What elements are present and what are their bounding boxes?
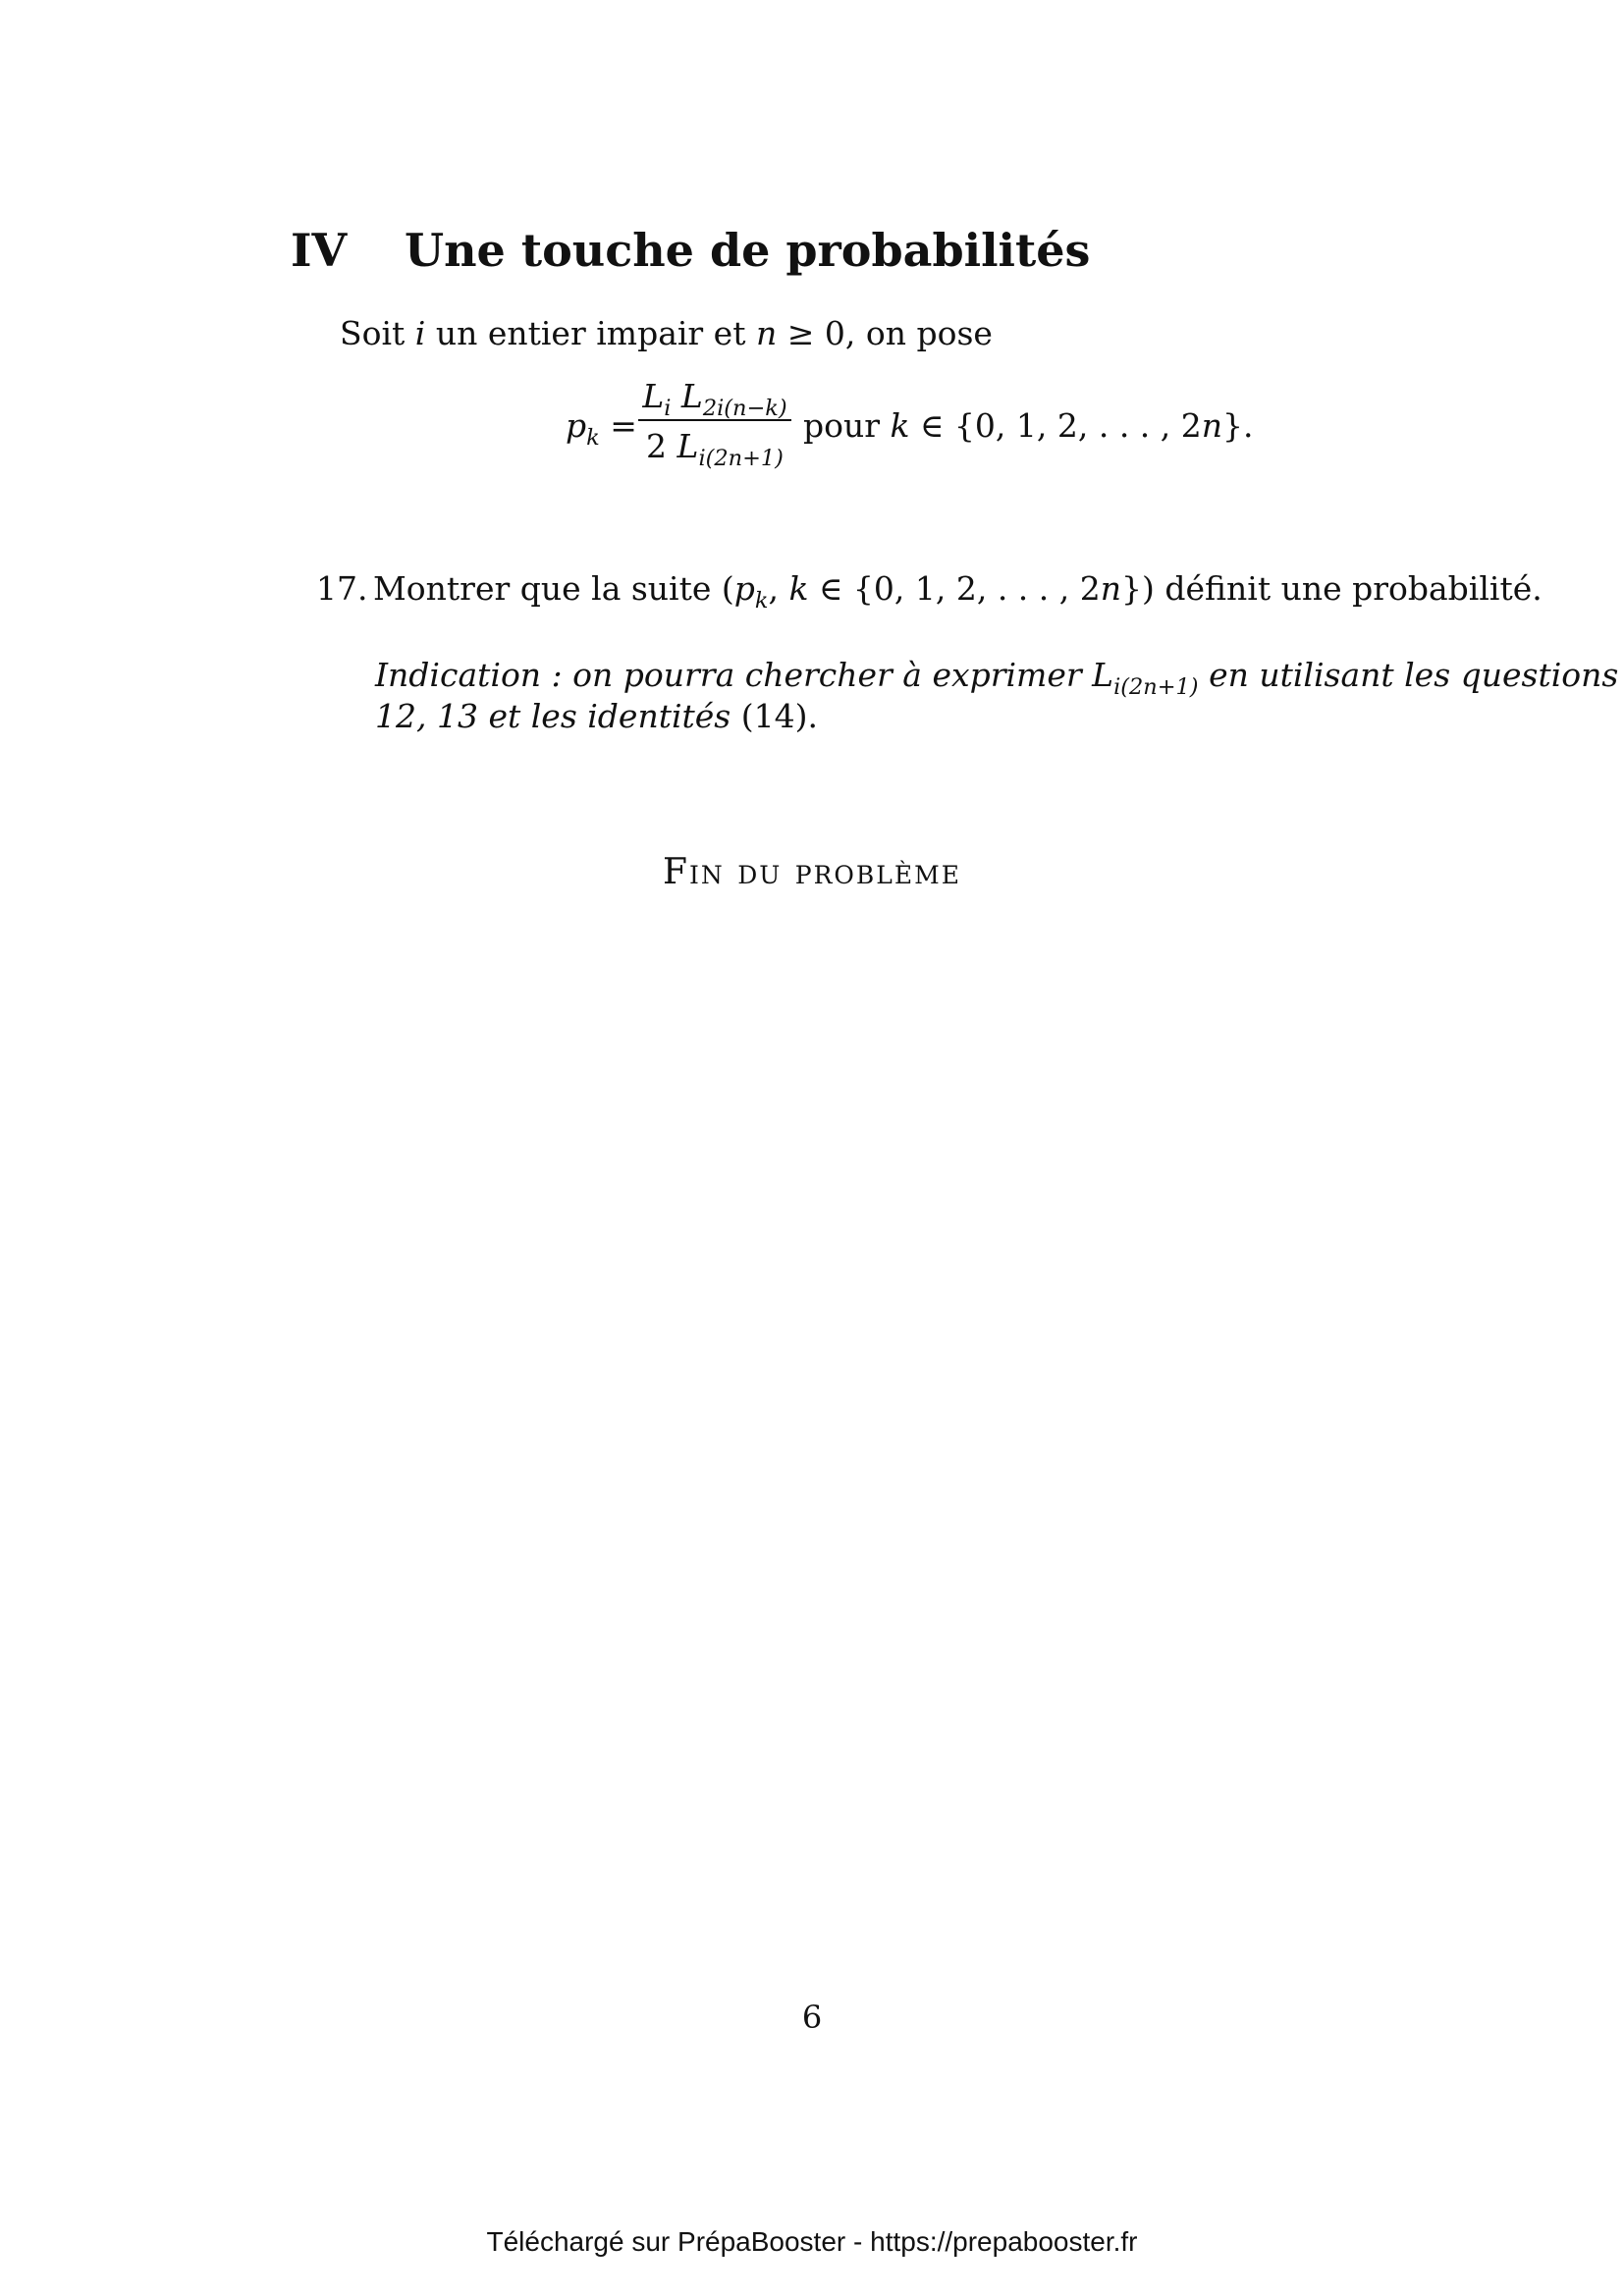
den-coef: 2	[646, 427, 677, 465]
num-L-2i-sub: 2i(n−k)	[702, 395, 787, 421]
intro-text-2: un entier impair et	[425, 314, 756, 352]
formula-lhs	[566, 406, 637, 451]
den-L-sub: i(2n+1)	[698, 445, 784, 471]
footer-download-note: Téléchargé sur PrépaBooster - https://prepabooster.fr	[486, 2226, 1138, 2257]
formula-equals: =	[599, 406, 637, 445]
intro-text-3: ≥ 0, on pose	[777, 314, 993, 352]
formula-rhs	[803, 406, 1254, 445]
q17-text-4: }) définit une probabilité.	[1121, 569, 1543, 608]
hint-L-sub: i(2n+1)	[1113, 673, 1199, 700]
intro-text-1: Soit	[340, 314, 415, 352]
num-L-i: L	[642, 377, 665, 415]
q17-k: k	[788, 569, 809, 608]
formula-n: n	[1201, 406, 1223, 445]
formula-pour: pour	[803, 406, 891, 445]
hint-L: L	[1092, 656, 1114, 694]
section-title: Une touche de probabilités	[405, 224, 1091, 277]
q17-n: n	[1100, 569, 1121, 608]
hint-text-1: Indication : on pourra chercher à exprimer	[375, 656, 1093, 694]
formula-numerator	[638, 377, 791, 421]
formula-set: ∈ {0, 1, 2, . . . , 2	[909, 406, 1202, 445]
intro-var-n: n	[755, 314, 778, 352]
formula-k: k	[890, 406, 910, 445]
hint-ref: (14).	[731, 697, 818, 735]
hint-line-2	[375, 697, 818, 735]
formula-p: p	[566, 406, 587, 445]
end-of-problem: Fin du problème	[663, 852, 961, 892]
hint-line-1	[375, 656, 1619, 700]
formula-end: }.	[1222, 406, 1254, 445]
section-number: IV	[291, 224, 348, 277]
intro-sentence	[340, 314, 993, 352]
intro-var-i: i	[414, 314, 426, 352]
formula-p-sub: k	[586, 424, 600, 451]
q17-p: p	[733, 569, 755, 608]
q17-text-3: ∈ {0, 1, 2, . . . , 2	[808, 569, 1101, 608]
q17-p-sub: k	[754, 587, 769, 614]
den-L: L	[677, 427, 699, 465]
formula-denominator	[638, 427, 791, 471]
q17-text-1: Montrer que la suite (	[373, 569, 734, 608]
hint-text-3: 12, 13 et les identités	[375, 697, 731, 735]
num-L-2i: L	[671, 377, 703, 415]
formula-fraction	[638, 377, 791, 471]
question-17	[316, 569, 1543, 614]
q17-text-2: ,	[768, 569, 789, 608]
question-number: 17.	[316, 569, 368, 608]
hint-text-2: en utilisant les questions	[1198, 656, 1619, 694]
page-number: 6	[801, 1999, 823, 2036]
num-L-i-sub: i	[664, 395, 672, 421]
